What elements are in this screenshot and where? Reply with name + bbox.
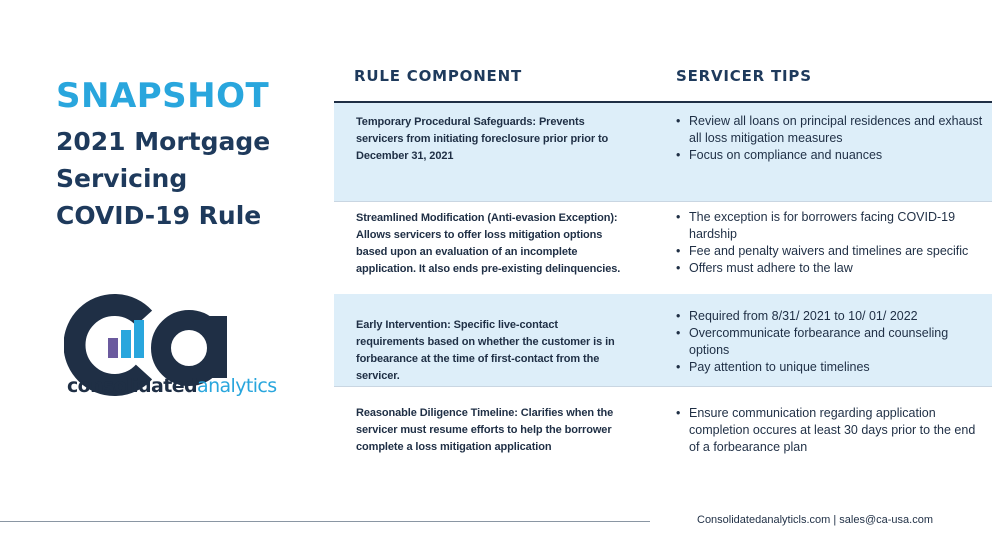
- rule-component-cell: Temporary Procedural Safeguards: Prevents servicers from initiating foreclosure prior prior to December 31, 2021: [356, 116, 609, 162]
- logo-wordmark-light: analytics: [197, 375, 277, 397]
- rule-component-cell: Streamlined Modification (Anti-evasion Exception): Allows servicers to offer loss mitigation options based upon an evaluation of an incomplete application. It also ends pre-existing delinquencies.: [356, 212, 621, 275]
- list-item: • The exception is for borrowers facing COVID-19 hardship: [676, 209, 986, 243]
- logo-wordmark: [67, 375, 277, 397]
- list-item: • Required from 8/31/ 2021 to 10/ 01/ 2022: [676, 308, 986, 325]
- footer-separator: |: [833, 514, 837, 526]
- table-row: [334, 294, 992, 386]
- logo-wordmark-bold: consolidated: [67, 375, 198, 397]
- column-header-rule-component: RULE COMPONENT: [354, 67, 522, 85]
- list-item: • Review all loans on principal residences and exhaust all loss mitigation measures: [676, 113, 986, 147]
- footer-email: sales@ca-usa.com: [839, 514, 933, 526]
- footer-website: Consolidatedanalyticls.com: [697, 514, 831, 526]
- list-item: • Fee and penalty waivers and timelines are specific: [676, 243, 986, 260]
- footer-divider: [0, 521, 650, 522]
- rule-component-cell: Reasonable Diligence Timeline: Clarifies when the servicer must resume efforts to help the borrower complete a loss mitigation application: [356, 407, 614, 453]
- rule-component-cell: Early Intervention: Specific live-contact requirements based on whether the customer is in forbearance at the time of first-contact from the servicer.: [356, 319, 615, 382]
- servicer-tips-list: [676, 209, 986, 277]
- list-item: • Focus on compliance and nuances: [676, 147, 986, 164]
- logo-a-stem: [207, 316, 227, 378]
- servicer-tips-list: [676, 113, 986, 164]
- list-item: • Overcommunicate forbearance and counseling options: [676, 325, 986, 359]
- table-row: [334, 387, 992, 477]
- list-item: • Offers must adhere to the law: [676, 260, 986, 277]
- column-header-servicer-tips: SERVICER TIPS: [676, 67, 812, 85]
- title-line-2: Servicing: [56, 164, 188, 193]
- logo-bar-2: [121, 330, 131, 358]
- list-item: • Ensure communication regarding application completion occures at least 30 days prior to the end of a forbearance plan: [676, 405, 986, 456]
- logo-bar-3: [134, 320, 144, 358]
- footer-contact: [697, 514, 933, 526]
- list-item: • Pay attention to unique timelines: [676, 359, 986, 376]
- servicer-tips-list: [676, 308, 986, 376]
- title-line-3: COVID-19 Rule: [56, 201, 262, 230]
- page-title: [56, 123, 326, 234]
- title-line-1: 2021 Mortgage: [56, 127, 271, 156]
- servicer-tips-list: [676, 405, 986, 456]
- table-row: [334, 103, 992, 201]
- snapshot-label: SNAPSHOT: [56, 76, 270, 116]
- table-row: [334, 202, 992, 294]
- logo-bar-1: [108, 338, 118, 358]
